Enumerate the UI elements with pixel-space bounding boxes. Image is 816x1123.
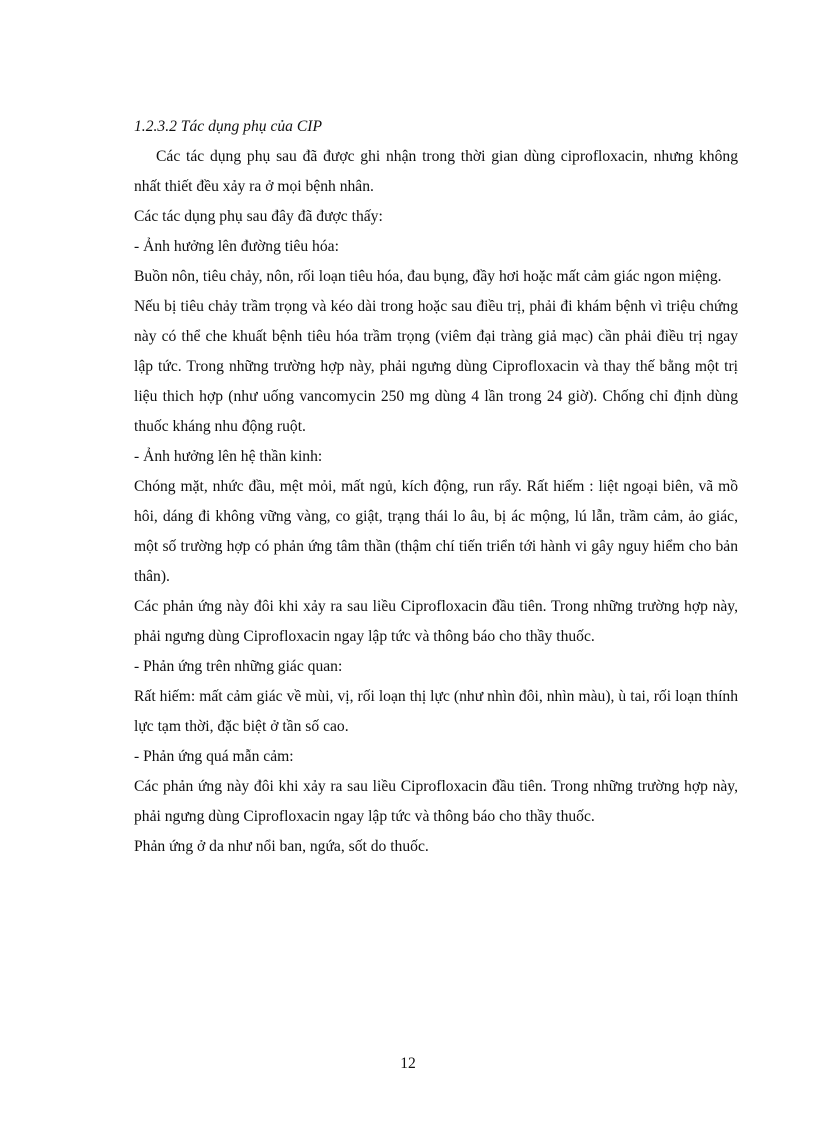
section-heading: 1.2.3.2 Tác dụng phụ của CIP [134, 118, 322, 135]
paragraph-senses-symptoms: Rất hiếm: mất cảm giác về mùi, vị, rối loạn thị lực (như nhìn đôi, nhìn màu), ù tai, rối loạn thính lực tạm thời, đặc biệt ở tần số cao. [134, 688, 738, 735]
paragraph-observed: Các tác dụng phụ sau đây đã được thấy: [134, 208, 383, 225]
subheading-hypersensitivity: - Phản ứng quá mẫn cảm: [134, 748, 294, 765]
paragraph-intro: Các tác dụng phụ sau đã được ghi nhận trong thời gian dùng ciprofloxacin, nhưng không nhất thiết đều xảy ra ở mọi bệnh nhân. [134, 148, 738, 195]
subheading-digestive: - Ảnh hưởng lên đường tiêu hóa: [134, 238, 339, 255]
subheading-senses: - Phản ứng trên những giác quan: [134, 658, 343, 675]
paragraph-skin-reactions: Phản ứng ở da như nổi ban, ngứa, sốt do thuốc. [134, 838, 429, 855]
paragraph-digestive-symptoms: Buồn nôn, tiêu chảy, nôn, rối loạn tiêu hóa, đau bụng, đầy hơi hoặc mất cảm giác ngon miệng. [134, 268, 722, 285]
paragraph-nervous-action: Các phản ứng này đôi khi xảy ra sau liều Ciprofloxacin đầu tiên. Trong những trường hợp này, phải ngưng dùng Ciprofloxacin ngay lập tức và thông báo cho thầy thuốc. [134, 598, 738, 645]
paragraph-nervous-symptoms: Chóng mặt, nhức đầu, mệt mỏi, mất ngủ, kích động, run rẩy. Rất hiếm : liệt ngoại biên, vã mồ hôi, dáng đi không vững vàng, co giật, trạng thái lo âu, bị ác mộng, lú lẫn, trầm cảm, ảo giác, một số trường hợp có phản ứng tâm thần (thậm chí tiến triển tới hành vi gây nguy hiểm cho bản thân). [134, 478, 738, 585]
page-content [134, 112, 738, 862]
paragraph-diarrhea-warning: Nếu bị tiêu chảy trầm trọng và kéo dài trong hoặc sau điều trị, phải đi khám bệnh vì triệu chứng này có thể che khuất bệnh tiêu hóa trầm trọng (viêm đại tràng giả mạc) cần phải điều trị ngay lập tức. Trong những trường hợp này, phải ngưng dùng Ciprofloxacin và thay thế bằng một trị liệu thich hợp (như uống vancomycin 250 mg dùng 4 lần trong 24 giờ). Chống chỉ định dùng thuốc kháng nhu động ruột. [134, 298, 738, 435]
page-number: 12 [400, 1055, 416, 1072]
paragraph-hypersensitivity-action: Các phản ứng này đôi khi xảy ra sau liều Ciprofloxacin đầu tiên. Trong những trường hợp này, phải ngưng dùng Ciprofloxacin ngay lập tức và thông báo cho thầy thuốc. [134, 778, 738, 825]
subheading-nervous-system: - Ảnh hưởng lên hệ thần kinh: [134, 448, 323, 465]
